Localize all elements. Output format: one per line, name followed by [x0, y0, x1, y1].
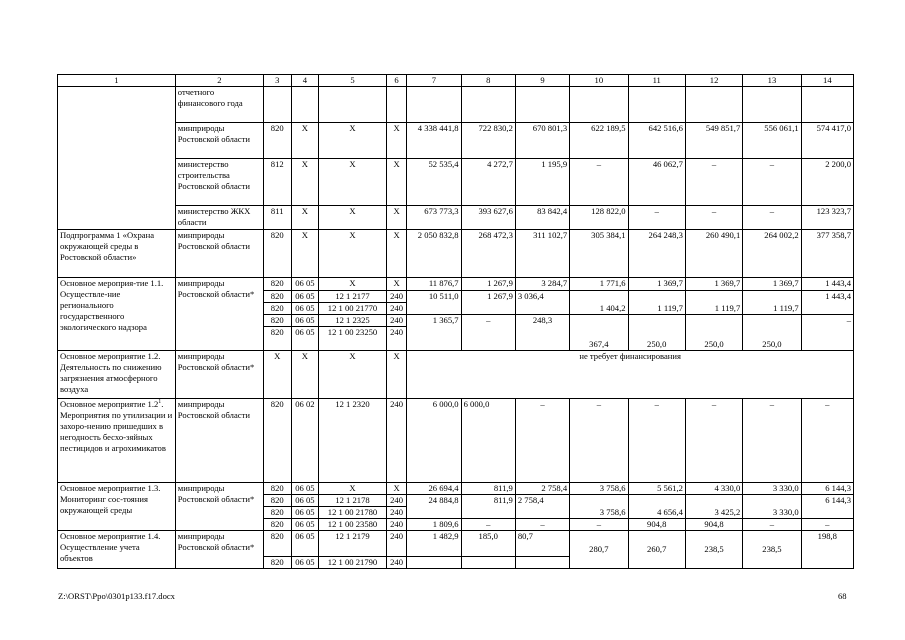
program-name-cell: Подпрограмма 1 «Охрана окружающей среды в Ростовской области»	[58, 230, 176, 278]
col-header: 7	[407, 75, 461, 87]
year-cell: 123 323,7	[801, 206, 853, 230]
rzpr-cell: 06 05	[291, 483, 319, 495]
vr-cell: 240	[386, 531, 406, 557]
col-header: 10	[570, 75, 628, 87]
budget-table	[57, 74, 854, 569]
year-cell: 393 627,6	[461, 206, 515, 230]
year-cell: –	[515, 399, 569, 483]
vr-cell: 240	[386, 291, 406, 303]
year-cell: –	[685, 206, 742, 230]
year-cell: 670 801,3	[515, 123, 569, 159]
year-cell: 5 561,2	[628, 483, 685, 495]
year-cell: 3 330,0	[743, 495, 801, 519]
year-cell: 260 490,1	[685, 230, 742, 278]
year-cell: 642 516,6	[628, 123, 685, 159]
year-cell: 1 404,2	[570, 291, 628, 315]
year-cell: –	[570, 159, 628, 206]
year-cell: –	[628, 399, 685, 483]
rzpr-cell: Х	[291, 206, 319, 230]
grbs-cell: Х	[263, 351, 291, 399]
total-cell: 1 365,7	[407, 315, 461, 351]
rzpr-cell: 06 05	[291, 557, 319, 569]
total-cell: 673 773,3	[407, 206, 461, 230]
year-cell: 1 443,4	[801, 278, 853, 291]
measure-name-cell	[58, 399, 176, 483]
year-cell: 4 656,4	[628, 495, 685, 519]
year-cell: 248,3	[515, 315, 569, 351]
table-row	[58, 483, 854, 495]
year-cell: 367,4	[570, 315, 628, 351]
total-cell: 24 884,8	[407, 495, 461, 519]
year-cell: 722 830,2	[461, 123, 515, 159]
col-header: 11	[628, 75, 685, 87]
col-header: 8	[461, 75, 515, 87]
col-header: 6	[386, 75, 406, 87]
year-cell: 46 062,7	[628, 159, 685, 206]
grbs-cell: 820	[263, 291, 291, 303]
col-header: 5	[319, 75, 387, 87]
year-cell: –	[461, 519, 515, 531]
grbs-cell: 820	[263, 278, 291, 291]
table-row	[58, 206, 854, 230]
rzpr-cell: Х	[291, 351, 319, 399]
executor-cell: минприроды Ростовской области	[175, 230, 263, 278]
year-cell: 4 330,0	[685, 483, 742, 495]
measure-name-a: Основное мероприятие 1.2	[60, 399, 159, 409]
table-row	[58, 159, 854, 206]
csr-cell: 12 1 00 23580	[319, 519, 387, 531]
grbs-cell: 820	[263, 315, 291, 327]
year-cell: 3 284,7	[515, 278, 569, 291]
executor-cell: отчетного финансового года	[175, 87, 263, 123]
year-cell: –	[515, 519, 569, 531]
grbs-cell: 812	[263, 159, 291, 206]
year-cell: –	[570, 399, 628, 483]
year-cell: –	[801, 315, 853, 351]
year-cell: 3 758,6	[570, 495, 628, 519]
grbs-cell: 820	[263, 230, 291, 278]
total-cell: 1 809,6	[407, 519, 461, 531]
col-header: 13	[743, 75, 801, 87]
year-cell: 377 358,7	[801, 230, 853, 278]
vr-cell: 240	[386, 507, 406, 519]
col-header: 12	[685, 75, 742, 87]
csr-cell: Х	[319, 351, 387, 399]
year-cell: 1 119,7	[685, 291, 742, 315]
year-cell: 4 272,7	[461, 159, 515, 206]
grbs-cell: 820	[263, 483, 291, 495]
csr-cell: Х	[319, 483, 387, 495]
vr-cell: 240	[386, 399, 406, 483]
col-header: 1	[58, 75, 176, 87]
year-cell: 1 119,7	[743, 291, 801, 315]
rzpr-cell: 06 02	[291, 399, 319, 483]
year-cell: 250,0	[628, 315, 685, 351]
year-cell: 6 000,0	[461, 399, 515, 483]
year-cell: –	[801, 399, 853, 483]
year-cell: 268 472,3	[461, 230, 515, 278]
year-cell: 556 061,1	[743, 123, 801, 159]
csr-cell: 12 1 2325	[319, 315, 387, 327]
vr-cell: 240	[386, 315, 406, 327]
grbs-cell: 811	[263, 206, 291, 230]
vr-cell: Х	[386, 351, 406, 399]
year-cell: 238,5	[743, 531, 801, 569]
vr-cell: 240	[386, 557, 406, 569]
grbs-cell: 820	[263, 327, 291, 351]
year-cell: 260,7	[628, 531, 685, 569]
year-cell: –	[570, 519, 628, 531]
rzpr-cell: Х	[291, 230, 319, 278]
table-row	[58, 278, 854, 291]
vr-cell: 240	[386, 519, 406, 531]
total-cell: 2 050 832,8	[407, 230, 461, 278]
rzpr-cell: 06 05	[291, 291, 319, 303]
year-cell: 811,9	[461, 483, 515, 495]
vr-cell: Х	[386, 483, 406, 495]
year-cell: 904,8	[628, 519, 685, 531]
grbs-cell: 820	[263, 303, 291, 315]
rzpr-cell: Х	[291, 159, 319, 206]
measure-name-cell: Основное мероприятие 1.2. Деятельность по снижению загрязнения атмосферного воздуха	[58, 351, 176, 399]
year-cell: 2 758,4	[515, 483, 569, 495]
year-cell: 238,5	[685, 531, 742, 569]
year-cell: 311 102,7	[515, 230, 569, 278]
total-cell: 1 482,9	[407, 531, 461, 557]
csr-cell: Х	[319, 159, 387, 206]
year-cell: 622 189,5	[570, 123, 628, 159]
year-cell: 250,0	[685, 315, 742, 351]
vr-cell: Х	[386, 230, 406, 278]
csr-cell: Х	[319, 278, 387, 291]
csr-cell: 12 1 2177	[319, 291, 387, 303]
executor-cell: министерство ЖКХ области	[175, 206, 263, 230]
executor-cell: минприроды Ростовской области*	[175, 483, 263, 531]
rzpr-cell: 06 05	[291, 278, 319, 291]
rzpr-cell: 06 05	[291, 303, 319, 315]
vr-cell: Х	[386, 123, 406, 159]
year-cell: 3 758,6	[570, 483, 628, 495]
year-cell: 83 842,4	[515, 206, 569, 230]
grbs-cell: 820	[263, 519, 291, 531]
vr-cell: 240	[386, 327, 406, 351]
grbs-cell: 820	[263, 495, 291, 507]
vr-cell: Х	[386, 159, 406, 206]
year-cell: 904,8	[685, 519, 742, 531]
rzpr-cell: Х	[291, 123, 319, 159]
executor-cell: минприроды Ростовской области*	[175, 351, 263, 399]
csr-cell: 12 1 2179	[319, 531, 387, 557]
table-row	[58, 230, 854, 278]
csr-cell: Х	[319, 230, 387, 278]
year-cell: 6 144,3	[801, 483, 853, 495]
year-cell: 549 851,7	[685, 123, 742, 159]
total-cell: 11 876,7	[407, 278, 461, 291]
grbs-cell: 820	[263, 531, 291, 557]
year-cell: 264 248,3	[628, 230, 685, 278]
year-cell: 1 195,9	[515, 159, 569, 206]
year-cell: 1 369,7	[743, 278, 801, 291]
col-header: 9	[515, 75, 569, 87]
total-cell: 4 338 441,8	[407, 123, 461, 159]
year-cell: 1 267,9	[461, 291, 515, 315]
csr-cell: 12 1 2178	[319, 495, 387, 507]
year-cell: 6 144,3	[801, 495, 853, 519]
col-header: 2	[175, 75, 263, 87]
executor-cell: минприроды Ростовской области	[175, 123, 263, 159]
rzpr-cell: 06 05	[291, 327, 319, 351]
measure-name-sup: 1	[158, 399, 162, 406]
year-cell: –	[743, 519, 801, 531]
csr-cell: 12 1 00 21790	[319, 557, 387, 569]
year-cell: –	[743, 206, 801, 230]
table-row	[58, 351, 854, 399]
year-cell: –	[685, 399, 742, 483]
year-cell: 3 330,0	[743, 483, 801, 495]
year-cell: 574 417,0	[801, 123, 853, 159]
csr-cell: Х	[319, 206, 387, 230]
year-cell: 185,0	[461, 531, 515, 557]
year-cell: 80,7	[515, 531, 569, 557]
csr-cell: 12 1 00 21780	[319, 507, 387, 519]
vr-cell: Х	[386, 278, 406, 291]
col-header: 3	[263, 75, 291, 87]
executor-cell: минприроды Ростовской области*	[175, 278, 263, 351]
grbs-cell: 820	[263, 507, 291, 519]
year-cell: 3 036,4	[515, 291, 569, 315]
rzpr-cell: 06 05	[291, 531, 319, 557]
year-cell: 264 002,2	[743, 230, 801, 278]
no-funding-note: не требует финансирования	[407, 351, 854, 399]
measure-name-cell: Основное мероприятие 1.4. Осуществление учета объектов	[58, 531, 176, 569]
measure-name-b: . Мероприятия по утилизации и захоро-нению пришедших в негодность бесхо-зяйных пестицидов и агрохимикатов	[60, 399, 173, 453]
year-cell: 250,0	[743, 315, 801, 351]
year-cell: 1 267,9	[461, 278, 515, 291]
year-cell: 1 369,7	[628, 278, 685, 291]
total-cell: 52 535,4	[407, 159, 461, 206]
year-cell: –	[628, 206, 685, 230]
year-cell: 305 384,1	[570, 230, 628, 278]
rzpr-cell: 06 05	[291, 507, 319, 519]
total-cell: 10 511,0	[407, 291, 461, 315]
vr-cell: Х	[386, 206, 406, 230]
executor-cell: министерство строительства Ростовской области	[175, 159, 263, 206]
page-number: 68	[838, 591, 847, 601]
table-row	[58, 399, 854, 483]
table-row	[58, 123, 854, 159]
vr-cell: 240	[386, 303, 406, 315]
year-cell: –	[743, 399, 801, 483]
year-cell: 1 771,6	[570, 278, 628, 291]
program-cell-empty	[58, 87, 176, 230]
rzpr-cell: 06 05	[291, 315, 319, 327]
rzpr-cell: 06 05	[291, 495, 319, 507]
year-cell: 128 822,0	[570, 206, 628, 230]
total-cell: 6 000,0	[407, 399, 461, 483]
rzpr-cell: 06 05	[291, 519, 319, 531]
csr-cell: Х	[319, 123, 387, 159]
year-cell: 2 758,4	[515, 495, 569, 519]
year-cell: –	[461, 315, 515, 351]
measure-name-cell: Основное мероприя-тие 1.1. Осуществле-ние регионального государственного экологического надзора	[58, 278, 176, 351]
year-cell: 280,7	[570, 531, 628, 569]
total-cell: 26 694,4	[407, 483, 461, 495]
grbs-cell: 820	[263, 123, 291, 159]
executor-cell: минприроды Ростовской области	[175, 399, 263, 483]
year-cell: 1 443,4	[801, 291, 853, 315]
year-cell: –	[743, 159, 801, 206]
year-cell: 1 369,7	[685, 278, 742, 291]
col-header: 4	[291, 75, 319, 87]
year-cell: 811,9	[461, 495, 515, 519]
footer-file-path: Z:\ORST\Ppo\0301p133.f17.docx	[58, 591, 175, 601]
csr-cell: 12 1 00 23250	[319, 327, 387, 351]
table-row	[58, 87, 854, 123]
column-header-row	[58, 75, 854, 87]
year-cell: 198,8	[801, 531, 853, 569]
grbs-cell: 820	[263, 399, 291, 483]
col-header: 14	[801, 75, 853, 87]
year-cell: –	[801, 519, 853, 531]
year-cell: –	[685, 159, 742, 206]
csr-cell: 12 1 2320	[319, 399, 387, 483]
measure-name-cell: Основное мероприятие 1.3. Мониторинг сос-тояния окружающей среды	[58, 483, 176, 531]
table-row	[58, 531, 854, 557]
vr-cell: 240	[386, 495, 406, 507]
grbs-cell: 820	[263, 557, 291, 569]
csr-cell: 12 1 00 21770	[319, 303, 387, 315]
year-cell: 1 119,7	[628, 291, 685, 315]
executor-cell: минприроды Ростовской области*	[175, 531, 263, 569]
year-cell: 2 200,0	[801, 159, 853, 206]
year-cell: 3 425,2	[685, 495, 742, 519]
